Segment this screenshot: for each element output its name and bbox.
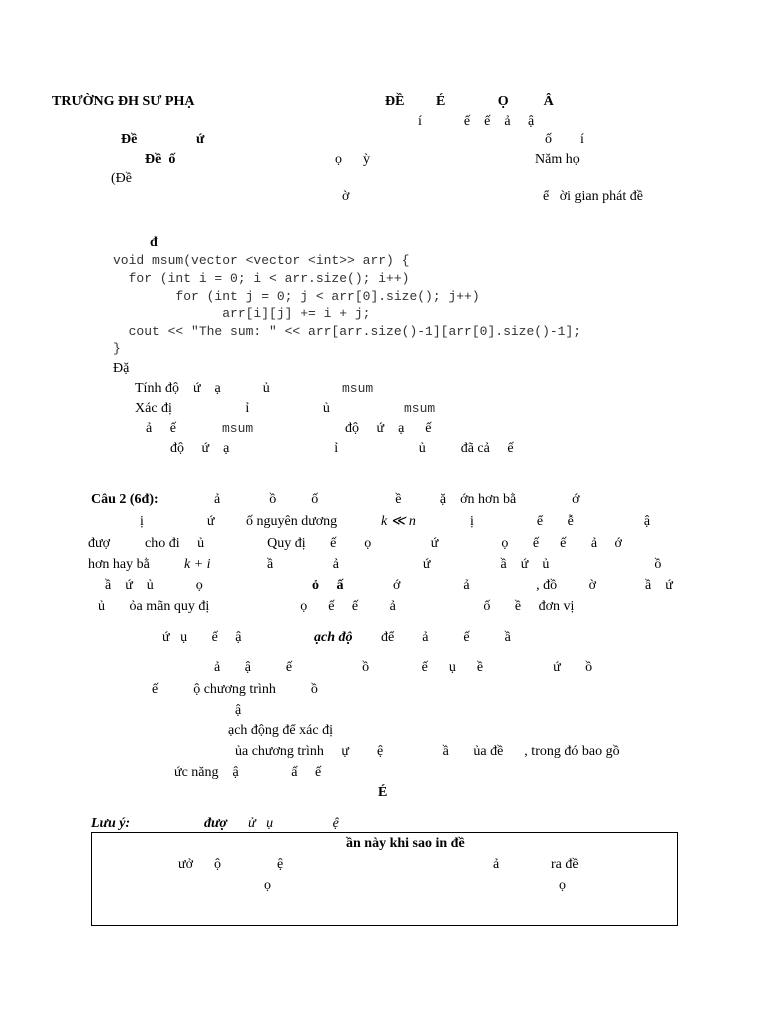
question2-text: ầ ả ứ ầ ứ ủ ồ [267, 557, 662, 572]
task-item: độ ứ ạ ỉ ủ đã cả ế [170, 441, 514, 456]
box-text: ả [493, 857, 500, 872]
subtask-text: ậ [235, 703, 242, 718]
question2-text: ủ ỏa mãn quy đị ọ ế ế ả ố ề đơn vị [98, 599, 575, 614]
exam-note-paren: (Đề [111, 171, 132, 186]
question2-text: ả ồ ố ề ặ ớn hơn bằ ớ [214, 492, 580, 507]
box-title: ần này khi sao in đề [346, 836, 465, 851]
note-label: Lưu ý: [91, 816, 131, 831]
time-note: ể ời gian phát đề [543, 189, 643, 204]
duration: ờ [342, 189, 350, 204]
task-a-rest: để ả ế ầ [381, 630, 511, 645]
question2-bold: ỏ ấ [312, 578, 344, 593]
task-item: Tính độ ứ ạ ủ [135, 381, 270, 396]
box-text: ưở ộ ệ [178, 857, 284, 872]
task-a: ứ ụ ế ậ [162, 630, 242, 645]
subtask-text: ạch động để xác đị [228, 723, 333, 738]
exam-subtitle: í ế ế ả ậ [418, 114, 535, 129]
task-item: Xác đị ỉ ủ [135, 401, 330, 416]
semester: ọ ỳ [335, 152, 370, 167]
requirement-heading: Đặ [113, 361, 130, 376]
task-item: ả ế [146, 421, 176, 436]
box-text: ra đề [551, 857, 579, 872]
task-item-rest: độ ứ ạ ế [345, 421, 432, 436]
exam-info-right: ố í [545, 132, 584, 147]
subtask-text: ức năng ậ ấ ế [174, 765, 322, 780]
code-line: for (int i = 0; i < arr.size(); i++) [113, 271, 410, 286]
question2-text: ầ ứ ủ ọ [105, 578, 203, 593]
function-name: msum [342, 381, 374, 396]
math-expression: k + i [184, 557, 211, 572]
question2-label: Câu 2 (6đ): [91, 492, 159, 507]
question2-text: ớ ả , đồ ờ ầ ứ [393, 578, 673, 593]
code-line: void msum(vector <vector <int>> arr) { [113, 253, 410, 268]
exam-title: ĐỀ É Ọ Â [385, 94, 554, 109]
question2-text: ị ứ ố nguyên dương [140, 514, 338, 529]
de-label-fragment: ứ [196, 132, 205, 147]
subtask-text: ủa chương trình ự ệ ầ ủa đề , trong đó bao gồ [235, 744, 620, 759]
exam-code: Đề ố [145, 152, 176, 167]
task-a-emphasis: ạch độ [314, 630, 353, 645]
code-line: for (int j = 0; j < arr[0].size(); j++) [113, 289, 480, 304]
question1-label: đ [150, 235, 158, 250]
de-label: Đề [121, 132, 138, 147]
box-text: ọ [559, 878, 566, 893]
end-marker: É [378, 785, 388, 800]
function-name: msum [404, 401, 436, 416]
function-name: msum [222, 421, 254, 436]
code-line: cout << "The sum: " << arr[arr.size()-1][arr[0].size()-1]; [113, 324, 582, 339]
code-line: } [113, 341, 121, 356]
note-text: ử ụ ệ [248, 816, 339, 831]
school-name: TRƯỜNG ĐH SƯ PHẠ [52, 94, 195, 109]
subtask-text: ả ậ ế ồ ế ụ ề ứ ồ [214, 660, 593, 675]
question2-text: đượ cho đi ủ Quy đị ế ọ ứ ọ ế ế ả ớ [88, 536, 622, 551]
code-line: arr[i][j] += i + j; [113, 306, 371, 321]
question2-text: hơn hay bằ [88, 557, 150, 572]
note-bold: đượ [204, 816, 227, 831]
subtask-text: ế ộ chương trình ồ [152, 682, 318, 697]
academic-year: Năm họ [535, 152, 580, 167]
question2-text: ị ể ễ ậ [470, 514, 651, 529]
box-text: ọ [264, 878, 271, 893]
math-expression: k ≪ n [381, 514, 416, 529]
